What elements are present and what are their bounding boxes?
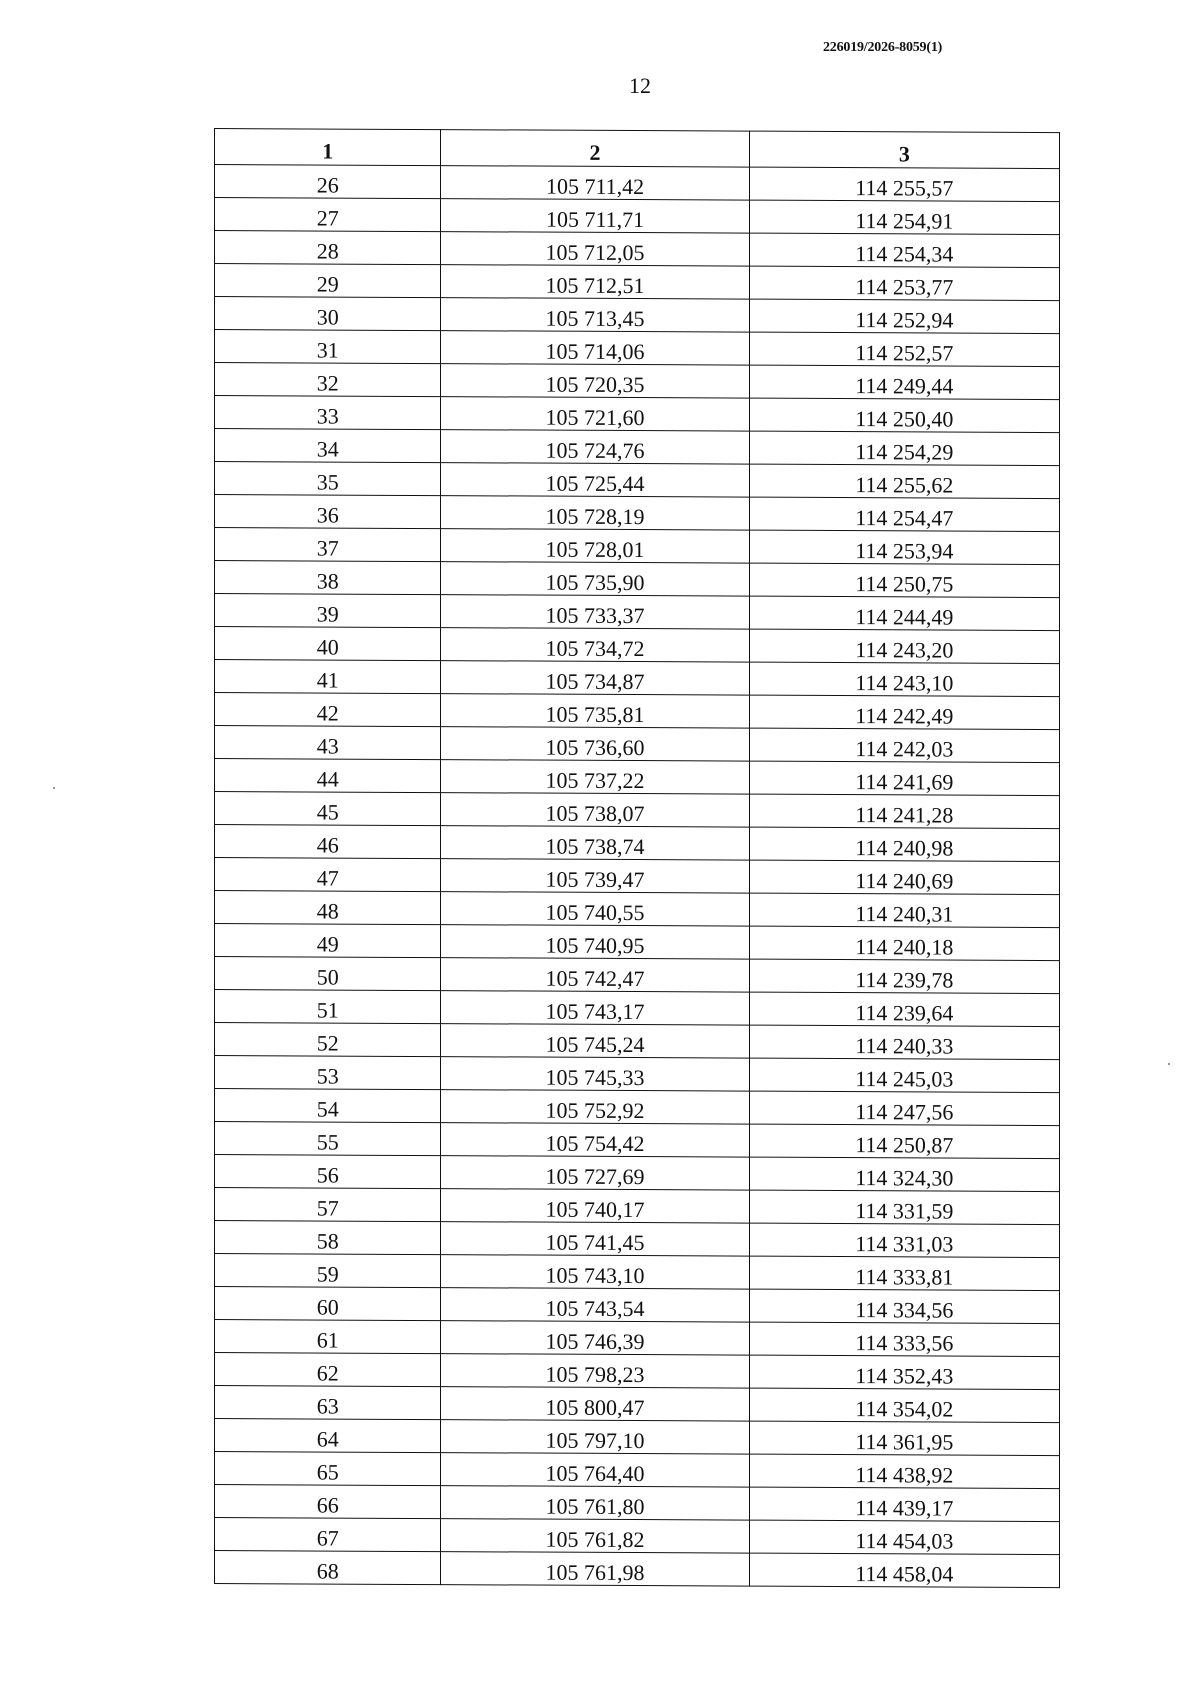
x-coordinate-cell: 105 720,35 [441, 364, 749, 399]
x-coordinate-cell: 105 711,42 [441, 166, 749, 201]
point-number-cell: 36 [215, 495, 441, 529]
point-number-cell: 40 [215, 627, 441, 661]
y-coordinate-cell: 114 239,78 [749, 959, 1059, 994]
point-number-cell: 46 [215, 825, 441, 859]
table-row [215, 264, 1060, 301]
table-row [215, 1452, 1060, 1489]
point-number-cell: 68 [215, 1551, 441, 1585]
y-coordinate-cell: 114 334,56 [749, 1289, 1059, 1324]
x-coordinate-cell: 105 734,87 [441, 661, 749, 696]
x-coordinate-cell: 105 728,01 [441, 529, 749, 564]
table-row [215, 231, 1060, 268]
x-coordinate-cell: 105 754,42 [441, 1123, 749, 1158]
table-row [215, 891, 1060, 928]
table-row [215, 990, 1060, 1027]
point-number-cell: 50 [215, 957, 441, 991]
x-coordinate-cell: 105 724,76 [441, 430, 749, 465]
point-number-cell: 39 [215, 594, 441, 628]
y-coordinate-cell: 114 458,04 [749, 1553, 1059, 1588]
x-coordinate-cell: 105 728,19 [441, 496, 749, 531]
x-coordinate-cell: 105 797,10 [441, 1420, 749, 1455]
y-coordinate-cell: 114 333,81 [749, 1256, 1059, 1291]
table-row [215, 957, 1060, 994]
y-coordinate-cell: 114 252,57 [749, 332, 1059, 367]
y-coordinate-cell: 114 324,30 [749, 1157, 1059, 1192]
point-number-cell: 56 [215, 1155, 441, 1189]
point-number-cell: 65 [215, 1452, 441, 1486]
column-header-2: 2 [441, 130, 749, 168]
table-row [215, 627, 1060, 664]
table-header-row [215, 129, 1060, 169]
y-coordinate-cell: 114 240,98 [749, 827, 1059, 862]
point-number-cell: 62 [215, 1353, 441, 1387]
y-coordinate-cell: 114 438,92 [749, 1454, 1059, 1489]
table-row [215, 660, 1060, 697]
table-row [215, 924, 1060, 961]
x-coordinate-cell: 105 743,54 [441, 1288, 749, 1323]
point-number-cell: 49 [215, 924, 441, 958]
table-row [215, 1386, 1060, 1423]
point-number-cell: 67 [215, 1518, 441, 1552]
x-coordinate-cell: 105 740,17 [441, 1189, 749, 1224]
y-coordinate-cell: 114 333,56 [749, 1322, 1059, 1357]
y-coordinate-cell: 114 239,64 [749, 992, 1059, 1027]
x-coordinate-cell: 105 740,95 [441, 925, 749, 960]
x-coordinate-cell: 105 736,60 [441, 727, 749, 762]
y-coordinate-cell: 114 361,95 [749, 1421, 1059, 1456]
point-number-cell: 42 [215, 693, 441, 727]
y-coordinate-cell: 114 354,02 [749, 1388, 1059, 1423]
x-coordinate-cell: 105 712,51 [441, 265, 749, 300]
x-coordinate-cell: 105 712,05 [441, 232, 749, 267]
table-row [215, 396, 1060, 433]
table-row [215, 1188, 1060, 1225]
y-coordinate-cell: 114 250,75 [749, 563, 1059, 598]
table-row [215, 363, 1060, 400]
point-number-cell: 28 [215, 231, 441, 265]
x-coordinate-cell: 105 727,69 [441, 1156, 749, 1191]
table-row [215, 858, 1060, 895]
x-coordinate-cell: 105 713,45 [441, 298, 749, 333]
point-number-cell: 31 [215, 330, 441, 364]
table-body [215, 165, 1060, 1588]
y-coordinate-cell: 114 244,49 [749, 596, 1059, 631]
x-coordinate-cell: 105 737,22 [441, 760, 749, 795]
document-reference-number: 226019/2026-8059(1) [823, 40, 943, 55]
point-number-cell: 44 [215, 759, 441, 793]
x-coordinate-cell: 105 761,80 [441, 1486, 749, 1521]
table-row [215, 1485, 1060, 1522]
scan-speck [53, 787, 55, 789]
point-number-cell: 63 [215, 1386, 441, 1420]
point-number-cell: 53 [215, 1056, 441, 1090]
point-number-cell: 55 [215, 1122, 441, 1156]
table-row [215, 165, 1060, 202]
point-number-cell: 32 [215, 363, 441, 397]
y-coordinate-cell: 114 250,40 [749, 398, 1059, 433]
table-row [215, 1221, 1060, 1258]
x-coordinate-cell: 105 711,71 [441, 199, 749, 234]
scan-speck [1168, 1063, 1170, 1065]
point-number-cell: 66 [215, 1485, 441, 1519]
x-coordinate-cell: 105 746,39 [441, 1321, 749, 1356]
y-coordinate-cell: 114 240,18 [749, 926, 1059, 961]
point-number-cell: 35 [215, 462, 441, 496]
table-row [215, 594, 1060, 631]
y-coordinate-cell: 114 352,43 [749, 1355, 1059, 1390]
point-number-cell: 59 [215, 1254, 441, 1288]
point-number-cell: 48 [215, 891, 441, 925]
x-coordinate-cell: 105 743,10 [441, 1255, 749, 1290]
x-coordinate-cell: 105 721,60 [441, 397, 749, 432]
y-coordinate-cell: 114 243,10 [749, 662, 1059, 697]
x-coordinate-cell: 105 735,90 [441, 562, 749, 597]
y-coordinate-cell: 114 247,56 [749, 1091, 1059, 1126]
point-number-cell: 52 [215, 1023, 441, 1057]
x-coordinate-cell: 105 800,47 [441, 1387, 749, 1422]
y-coordinate-cell: 114 242,49 [749, 695, 1059, 730]
column-header-1: 1 [215, 129, 441, 166]
x-coordinate-cell: 105 745,24 [441, 1024, 749, 1059]
point-number-cell: 34 [215, 429, 441, 463]
x-coordinate-cell: 105 761,82 [441, 1519, 749, 1554]
point-number-cell: 43 [215, 726, 441, 760]
y-coordinate-cell: 114 240,33 [749, 1025, 1059, 1060]
column-header-3: 3 [749, 131, 1059, 169]
y-coordinate-cell: 114 243,20 [749, 629, 1059, 664]
x-coordinate-cell: 105 725,44 [441, 463, 749, 498]
y-coordinate-cell: 114 454,03 [749, 1520, 1059, 1555]
x-coordinate-cell: 105 733,37 [441, 595, 749, 630]
table-row [215, 825, 1060, 862]
x-coordinate-cell: 105 745,33 [441, 1057, 749, 1092]
table-row [215, 297, 1060, 334]
y-coordinate-cell: 114 245,03 [749, 1058, 1059, 1093]
page-number: 12 [629, 73, 651, 98]
point-number-cell: 57 [215, 1188, 441, 1222]
y-coordinate-cell: 114 240,69 [749, 860, 1059, 895]
x-coordinate-cell: 105 761,98 [441, 1552, 749, 1587]
y-coordinate-cell: 114 241,28 [749, 794, 1059, 829]
y-coordinate-cell: 114 254,29 [749, 431, 1059, 466]
x-coordinate-cell: 105 798,23 [441, 1354, 749, 1389]
x-coordinate-cell: 105 714,06 [441, 331, 749, 366]
point-number-cell: 27 [215, 198, 441, 232]
y-coordinate-cell: 114 439,17 [749, 1487, 1059, 1522]
y-coordinate-cell: 114 255,57 [749, 167, 1059, 202]
table-row [215, 726, 1060, 763]
y-coordinate-cell: 114 254,34 [749, 233, 1059, 268]
table-row [215, 1353, 1060, 1390]
table-row [215, 429, 1060, 466]
point-number-cell: 64 [215, 1419, 441, 1453]
table-row [215, 1089, 1060, 1126]
x-coordinate-cell: 105 735,81 [441, 694, 749, 729]
point-number-cell: 37 [215, 528, 441, 562]
point-number-cell: 29 [215, 264, 441, 298]
point-number-cell: 33 [215, 396, 441, 430]
table-row [215, 1551, 1060, 1588]
point-number-cell: 51 [215, 990, 441, 1024]
x-coordinate-cell: 105 743,17 [441, 991, 749, 1026]
point-number-cell: 45 [215, 792, 441, 826]
table-row [215, 561, 1060, 598]
x-coordinate-cell: 105 740,55 [441, 892, 749, 927]
x-coordinate-cell: 105 741,45 [441, 1222, 749, 1257]
y-coordinate-cell: 114 254,91 [749, 200, 1059, 235]
y-coordinate-cell: 114 241,69 [749, 761, 1059, 796]
table-row [215, 528, 1060, 565]
point-number-cell: 38 [215, 561, 441, 595]
coordinates-table [214, 128, 1060, 1588]
table-row [215, 1023, 1060, 1060]
point-number-cell: 61 [215, 1320, 441, 1354]
point-number-cell: 60 [215, 1287, 441, 1321]
y-coordinate-cell: 114 252,94 [749, 299, 1059, 334]
table-row [215, 330, 1060, 367]
y-coordinate-cell: 114 250,87 [749, 1124, 1059, 1159]
table-row [215, 1155, 1060, 1192]
y-coordinate-cell: 114 249,44 [749, 365, 1059, 400]
table-row [215, 1419, 1060, 1456]
x-coordinate-cell: 105 742,47 [441, 958, 749, 993]
y-coordinate-cell: 114 254,47 [749, 497, 1059, 532]
y-coordinate-cell: 114 240,31 [749, 893, 1059, 928]
table-row [215, 1056, 1060, 1093]
x-coordinate-cell: 105 752,92 [441, 1090, 749, 1125]
point-number-cell: 26 [215, 165, 441, 199]
x-coordinate-cell: 105 738,74 [441, 826, 749, 861]
table-row [215, 759, 1060, 796]
table-row [215, 1518, 1060, 1555]
y-coordinate-cell: 114 253,94 [749, 530, 1059, 565]
y-coordinate-cell: 114 331,03 [749, 1223, 1059, 1258]
table-row [215, 462, 1060, 499]
point-number-cell: 30 [215, 297, 441, 331]
table-row [215, 1287, 1060, 1324]
x-coordinate-cell: 105 738,07 [441, 793, 749, 828]
y-coordinate-cell: 114 255,62 [749, 464, 1059, 499]
point-number-cell: 41 [215, 660, 441, 694]
table-row [215, 198, 1060, 235]
point-number-cell: 58 [215, 1221, 441, 1255]
table-row [215, 693, 1060, 730]
table-row [215, 1254, 1060, 1291]
table-row [215, 1122, 1060, 1159]
x-coordinate-cell: 105 739,47 [441, 859, 749, 894]
x-coordinate-cell: 105 734,72 [441, 628, 749, 663]
y-coordinate-cell: 114 331,59 [749, 1190, 1059, 1225]
x-coordinate-cell: 105 764,40 [441, 1453, 749, 1488]
point-number-cell: 47 [215, 858, 441, 892]
table-row [215, 792, 1060, 829]
table-row [215, 1320, 1060, 1357]
table-row [215, 495, 1060, 532]
y-coordinate-cell: 114 242,03 [749, 728, 1059, 763]
point-number-cell: 54 [215, 1089, 441, 1123]
y-coordinate-cell: 114 253,77 [749, 266, 1059, 301]
